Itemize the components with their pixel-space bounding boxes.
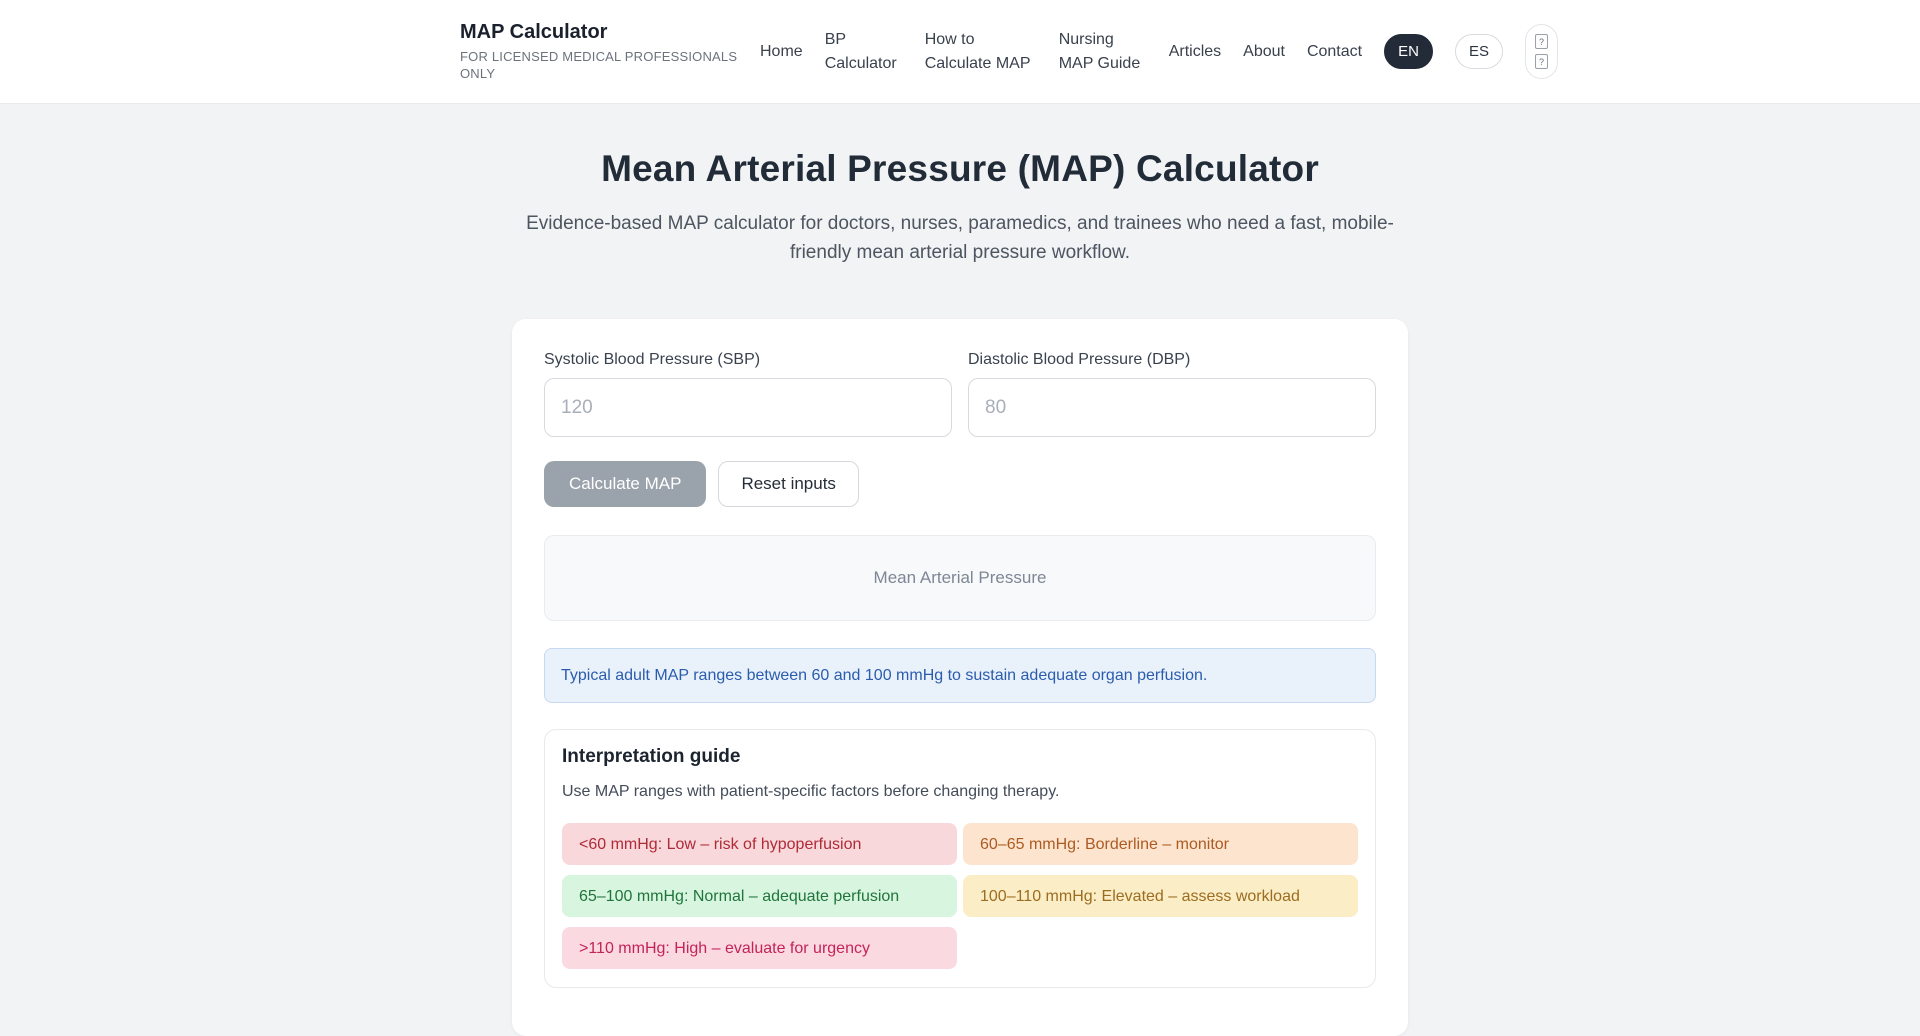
sbp-label: Systolic Blood Pressure (SBP) — [544, 351, 761, 368]
range-chip-normal: 65–100 mmHg: Normal – adequate perfusion — [562, 875, 957, 917]
nav-item-how-to-calculate-map[interactable]: How to Calculate MAP — [924, 31, 1031, 72]
language-en-button[interactable]: EN — [1384, 34, 1433, 69]
nav-item-about[interactable]: About — [1243, 42, 1285, 60]
dbp-label: Diastolic Blood Pressure (DBP) — [968, 351, 1191, 368]
action-buttons — [544, 461, 1376, 507]
main-content — [0, 104, 1920, 1036]
brand-title: MAP Calculator — [460, 20, 608, 43]
nav-item-nursing-map-guide[interactable]: Nursing MAP Guide — [1058, 31, 1141, 72]
page-subtitle: Evidence-based MAP calculator for doctors, nurses, paramedics, and trainees who need a fast, mobile-friendly mean arterial pressure workflow. — [526, 213, 1394, 263]
sbp-input[interactable] — [544, 378, 952, 437]
range-chip-elevated: 100–110 mmHg: Elevated – assess workload — [963, 875, 1358, 917]
range-chip-high: >110 mmHg: High – evaluate for urgency — [562, 927, 957, 969]
brand[interactable] — [460, 21, 760, 83]
nav-item-home[interactable]: Home — [760, 42, 803, 60]
unknown-glyph-icon: ? — [1535, 54, 1548, 69]
dbp-input[interactable] — [968, 378, 1376, 437]
map-result-box — [544, 535, 1376, 621]
map-range-chips — [562, 823, 1358, 969]
map-result-placeholder: Mean Arterial Pressure — [873, 568, 1047, 587]
dbp-field-group — [968, 351, 1376, 437]
extra-toggle-button[interactable] — [1525, 24, 1558, 79]
nav-item-bp-calculator[interactable]: BP Calculator — [824, 31, 897, 72]
site-header — [0, 0, 1920, 104]
interpretation-guide-title: Interpretation guide — [562, 746, 741, 768]
calculate-map-button[interactable]: Calculate MAP — [544, 461, 706, 507]
header-container — [460, 0, 1544, 103]
reset-inputs-button[interactable]: Reset inputs — [718, 461, 859, 507]
calculator-card — [512, 319, 1408, 1036]
range-chip-borderline: 60–65 mmHg: Borderline – monitor — [963, 823, 1358, 865]
brand-tagline: FOR LICENSED MEDICAL PROFESSIONALS ONLY — [460, 48, 738, 81]
range-chip-low: <60 mmHg: Low – risk of hypoperfusion — [562, 823, 957, 865]
main-nav — [760, 24, 1558, 79]
nav-item-contact[interactable]: Contact — [1306, 42, 1363, 60]
input-fields — [544, 351, 1376, 437]
language-es-button[interactable]: ES — [1455, 34, 1503, 69]
page-title: Mean Arterial Pressure (MAP) Calculator — [601, 148, 1319, 189]
unknown-glyph-icon: ? — [1535, 34, 1548, 49]
nav-item-articles[interactable]: Articles — [1168, 42, 1222, 60]
sbp-field-group — [544, 351, 952, 437]
interpretation-guide-description: Use MAP ranges with patient-specific factors before changing therapy. — [562, 783, 1060, 801]
map-info-note: Typical adult MAP ranges between 60 and 100 mmHg to sustain adequate organ perfusion. — [544, 648, 1376, 703]
interpretation-guide-card — [544, 729, 1376, 988]
